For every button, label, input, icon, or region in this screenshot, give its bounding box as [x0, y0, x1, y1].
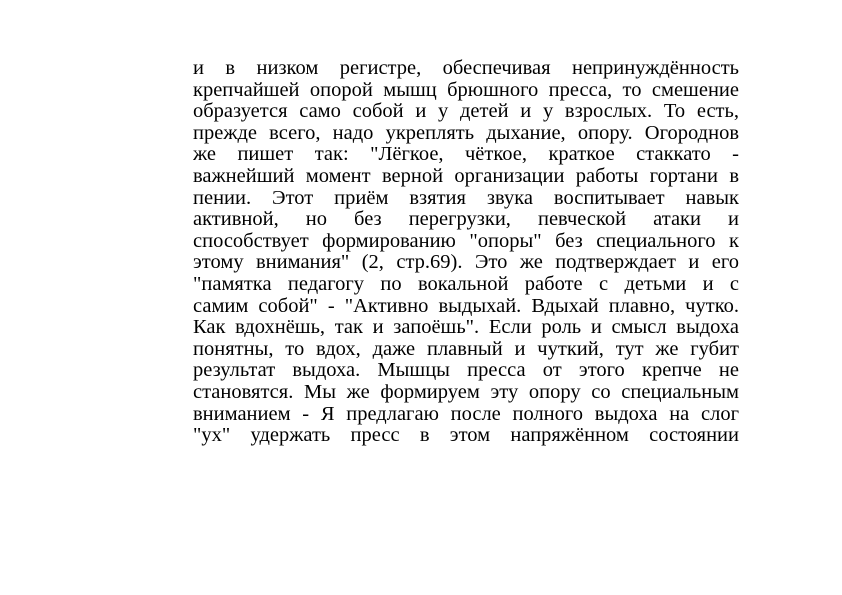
text-line: Как вдохнёшь, так и запоёшь". Если роль и смысл выдоха	[193, 317, 739, 339]
text-line: пении. Этот приём взятия звука воспитывает навык	[193, 187, 739, 209]
text-line: крепчайшей опорой мышц брюшного пресса, то смешение	[193, 79, 739, 101]
text-line: этому внимания" (2, стр.69). Это же подтверждает и его	[193, 252, 739, 274]
text-line: становятся. Мы же формируем эту опору со специальным	[193, 381, 739, 403]
text-line: способствует формированию "опоры" без специального к	[193, 230, 739, 252]
text-line: образуется само собой и у детей и у взрослых. То есть,	[193, 101, 739, 123]
text-line: результат выдоха. Мышцы пресса от этого крепче не	[193, 360, 739, 382]
text-line: вниманием - Я предлагаю после полного выдоха на слог	[193, 403, 739, 425]
text-line: и в низком регистре, обеспечивая непринуждённость	[193, 58, 739, 79]
text-line: самим собой" - "Активно выдыхай. Вдыхай плавно, чутко.	[193, 295, 739, 317]
text-line: прежде всего, надо укреплять дыхание, опору. Огороднов	[193, 122, 739, 144]
text-line: важнейший момент верной организации работы гортани в	[193, 165, 739, 187]
text-line: же пишет так: "Лёгкое, чёткое, краткое стаккато -	[193, 144, 739, 166]
text-line: "памятка педагогу по вокальной работе с детьми и с	[193, 273, 739, 295]
text-line: "ух" удержать пресс в этом напряжённом состоянии	[193, 425, 739, 447]
body-text	[193, 58, 739, 447]
text-line: понятны, то вдох, даже плавный и чуткий, тут же губит	[193, 338, 739, 360]
text-line: активной, но без перегрузки, певческой атаки и	[193, 209, 739, 231]
